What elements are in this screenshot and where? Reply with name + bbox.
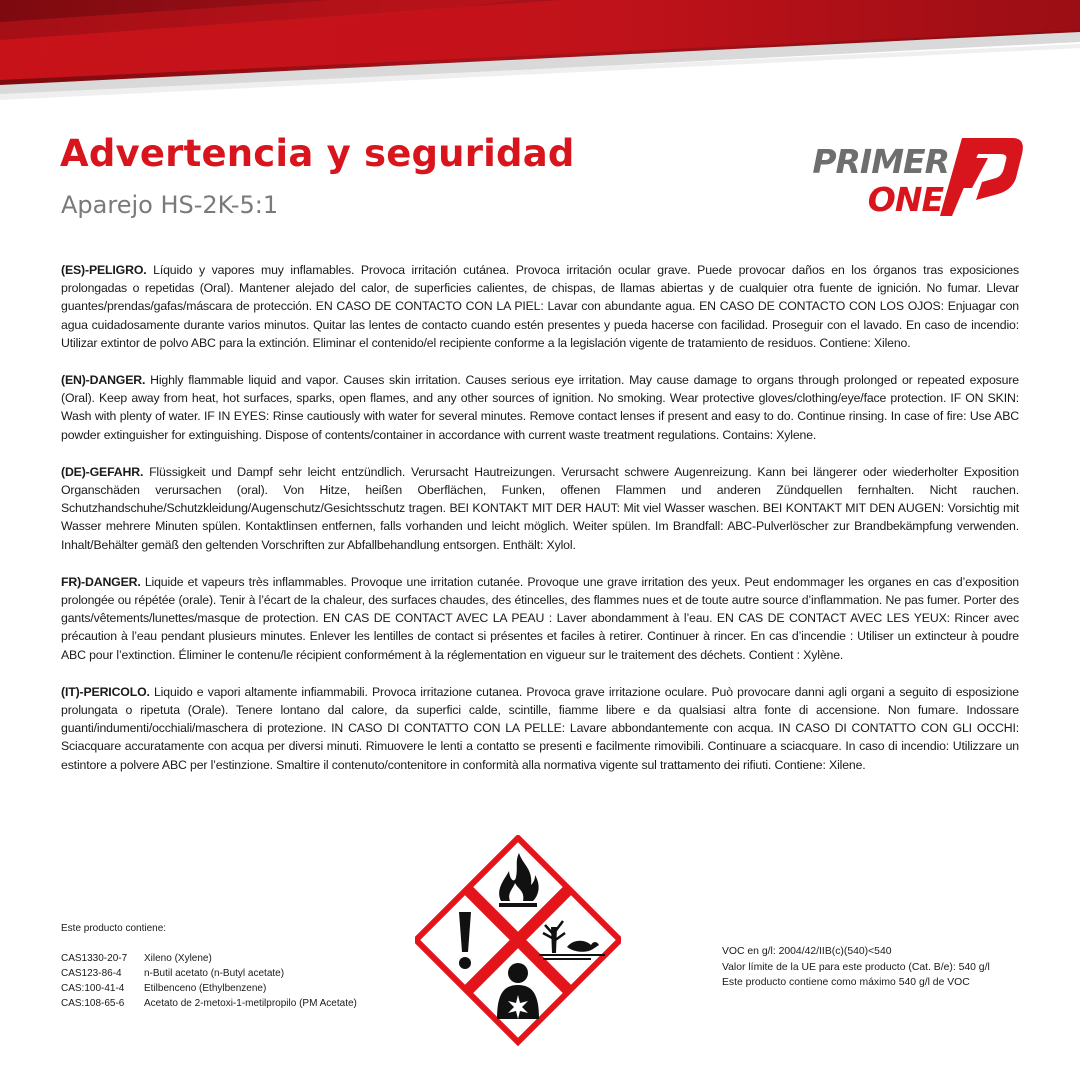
- warning-text: Flüssigkeit und Dampf sehr leicht entzündlich. Verursacht Hautreizungen. Verursacht schwere Augenreizung. Kann bei längerer oder wiederholter Exposition Organschäden verursachen (oral). Von Hitze, heißen Oberflächen, Funken, offenen Flammen und anderen Zündquellen fernhalten. Nicht rauchen. Schutzhandschuhe/Schutzkleidung/Augenschutz/Gesichtsschutz tragen. BEI KONTAKT MIT DER HAUT: Mit viel Wasser waschen. BEI KONTAKT MIT DEN AUGEN: Vorsichtig mit Wasser mehrere Minuten spülen. Kontaktlinsen entfernen, falls vorhanden und leicht möglich. Weiter spülen. Im Brandfall: ABC-Pulverlöscher zur Brandbekämpfung verwenden. Inhalt/Behälter gemäß den geltenden Vorschriften zur Abfallbehandlung entsorgen. Enthält: Xylol.: [61, 464, 1019, 552]
- composition-row: [61, 951, 401, 966]
- warning-text: Líquido y vapores muy inflamables. Provoca irritación cutánea. Provoca irritación ocular grave. Puede provocar daños en los órganos tras exposiciones prolongadas o repetidas (Oral). Mantener alejado del calor, de superficies calientes, de chispas, de llamas abiertas y de cualquier otra fuente de ignición. No fumar. Llevar guantes/prendas/gafas/máscara de protección. EN CASO DE CONTACTO CON LA PIEL: Lavar con abundante agua. EN CASO DE CONTACTO CON LOS OJOS: Enjuagar con agua cuidadosamente durante varios minutos. Quitar las lentes de contacto cuando estén presentes y pueda hacerse con facilidad. Proseguir con el lavado. En caso de incendio: Utilizar extintor de polvo ABC para la extinción. Eliminar el contenido/el recipiente conforme a la legislación vigente de tratamiento de residuos. Contiene: Xileno.: [61, 263, 1019, 350]
- cas-number: CAS:108-65-6: [61, 998, 125, 1009]
- warning-label: (IT)-PERICOLO.: [61, 684, 150, 699]
- voc-directive: VOC en g/l: 2004/42/IIB(c)(540)<540: [722, 946, 892, 957]
- voc-limit: Valor límite de la UE para este producto (Cat. B/e): 540 g/l: [722, 961, 990, 973]
- primer-one-logo: [812, 134, 1024, 220]
- warning-text: Liquido e vapori altamente infiammabili. Provoca irritazione cutanea. Provoca grave irritazione oculare. Può provocare danni agli organi a seguito di esposizione prolungata o ripetuta (Orale). Tenere lontano dal calore, da superfici calde, scintille, fiamme libere e da qualsiasi altra fonte di accensione. Non fumare. Indossare guanti/indumenti/occhiali/maschera di protezione. IN CASO DI CONTATTO CON LA PELLE: Lavare abbondantemente con acqua. IN CASO DI CONTATTO CON GLI OCCHI: Sciacquare accuratamente con acqua per diversi minuti. Rimuovere le lenti a contatto se presenti e facilmente rimovibili. Continuare a sciacquare. In caso di incendio: Utilizzare un estintore a polvere ABC per l’estinzione. Smaltire il contenuto/contenitore in conformità alla normativa vigente sul trattamento dei rifiuti. Contiene: Xilene.: [61, 684, 1019, 772]
- warning-text: Liquide et vapeurs très inflammables. Provoque une irritation cutanée. Provoque une grave irritation des yeux. Peut endommager les organes en cas d’exposition prolongée ou répétée (orale). Tenir à l’écart de la chaleur, des surfaces chaudes, des étincelles, des flammes nues et de toute autre source d’inflammation. Ne pas fumer. Porter des gants/vêtements/lunettes/masque de protection. EN CAS DE CONTACT AVEC LA PEAU : Laver abondamment à l’eau. EN CAS DE CONTACT AVEC LES YEUX: Rincer avec précaution à l’eau pendant plusieurs minutes. Enlever les lentilles de contact si présentes et faciles à retirer. Continuer à rincer. En cas d’incendie : Utiliser un extincteur à poudre ABC pour l’extinction. Éliminer le contenu/le récipient conformément à la réglementation en vigueur sur le traitement des déchets. Contient : Xylène.: [61, 574, 1019, 662]
- logo-text-one: ONE: [867, 180, 943, 219]
- warning-it: [61, 683, 1019, 774]
- warning-en: [61, 371, 1019, 444]
- voc-content: Este producto contiene como máximo 540 g/l de VOC: [722, 977, 970, 988]
- warning-label: FR)-DANGER.: [61, 574, 141, 589]
- substance-name: Xileno (Xylene): [144, 953, 212, 964]
- composition-row: [61, 966, 401, 981]
- warning-label: (EN)-DANGER.: [61, 373, 146, 388]
- warning-de: [61, 463, 1019, 554]
- page-title: Advertencia y seguridad: [60, 132, 575, 175]
- cas-number: CAS1330-20-7: [61, 953, 128, 964]
- product-name: Aparejo HS-2K-5:1: [61, 191, 279, 219]
- warning-text: Highly flammable liquid and vapor. Causes skin irritation. Causes serious eye irritation. May cause damage to organs through prolonged or repeated exposure (Oral). Keep away from heat, hot surfaces, sparks, open flames, and any other sources of ignition. No smoking. Wear protective gloves/clothing/eye/face protection. IF ON SKIN: Wash with plenty of water. IF IN EYES: Rinse cautiously with water for several minutes. Remove contact lenses if present and easy to do. Continue rinsing. In case of fire: Use ABC powder extinguisher for extinguishing. Dispose of contents/container in accordance with current waste treatment regulations. Contains: Xylene.: [61, 373, 1019, 442]
- substance-name: Acetato de 2-metoxi-1-metilpropilo (PM Acetate): [144, 998, 357, 1009]
- composition-row: [61, 996, 401, 1011]
- safety-warnings: [61, 261, 1019, 793]
- warning-label: (DE)-GEFAHR.: [61, 464, 144, 479]
- cas-number: CAS123-86-4: [61, 968, 122, 979]
- voc-info: [722, 944, 1052, 991]
- warning-label: (ES)-PELIGRO.: [61, 263, 147, 277]
- composition-list: [61, 921, 401, 1011]
- substance-name: n-Butil acetato (n-Butyl acetate): [144, 968, 285, 979]
- warning-es: [61, 261, 1019, 352]
- composition-heading: Este producto contiene:: [61, 923, 167, 934]
- logo-text-primer: PRIMER: [812, 142, 949, 181]
- cas-number: CAS:100-41-4: [61, 983, 125, 994]
- warning-fr: [61, 573, 1019, 664]
- logo-mark-icon: [940, 138, 1023, 216]
- composition-row: [61, 981, 401, 996]
- header-banner: [0, 0, 1080, 100]
- substance-name: Etilbenceno (Ethylbenzene): [144, 983, 267, 994]
- ghs-pictograms: [415, 835, 621, 1047]
